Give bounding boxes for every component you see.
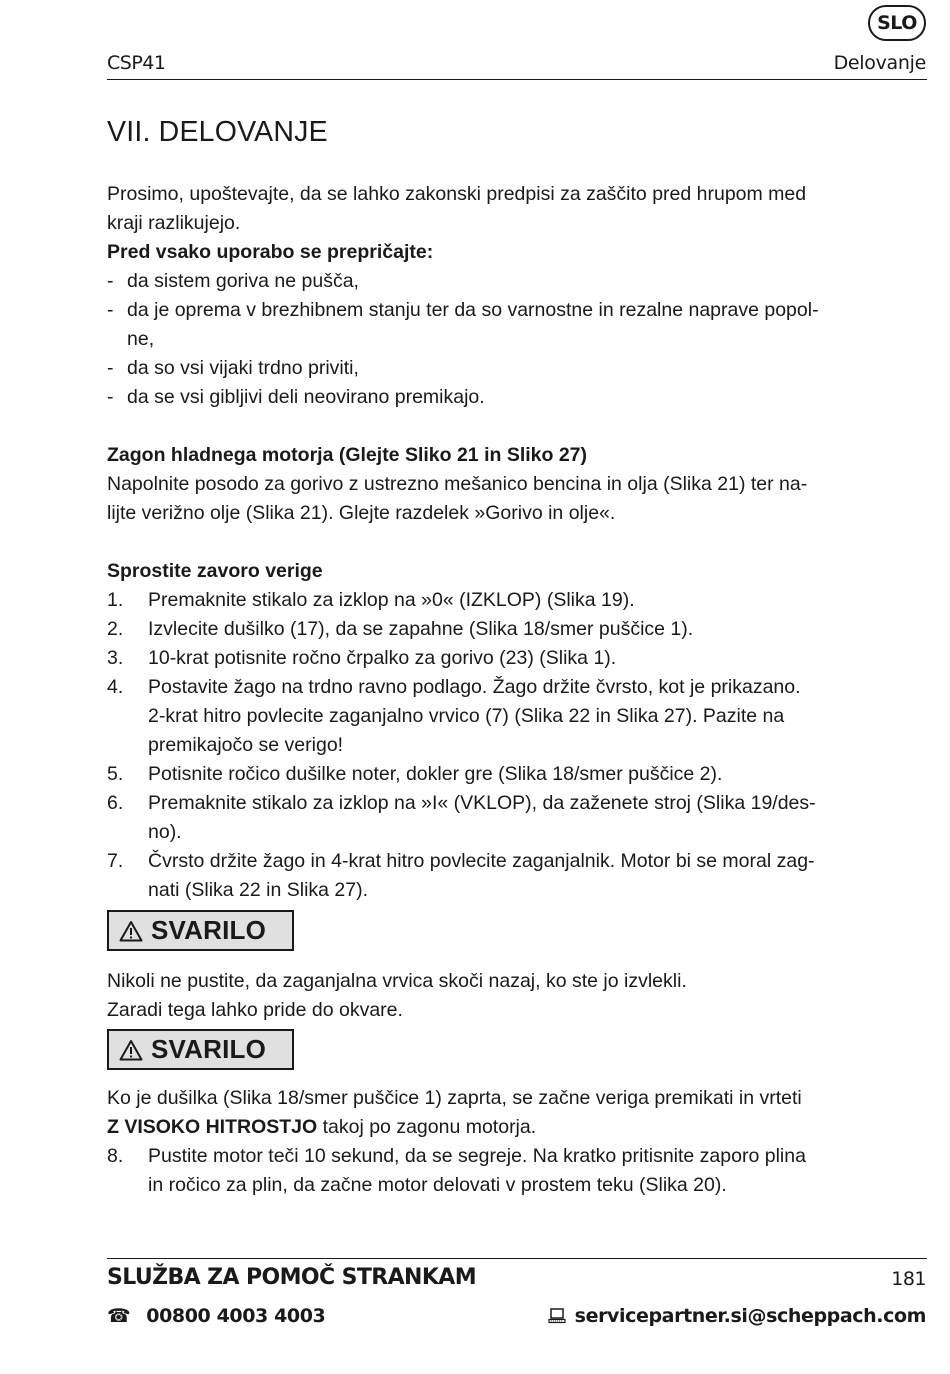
list-marker: - [107, 270, 114, 292]
list-marker: - [107, 386, 114, 408]
header-rule [107, 79, 927, 80]
step-number: 8. [107, 1145, 124, 1167]
list-item-text: Čvrsto držite žago in 4-krat hitro povlecite zaganjalnik. Motor bi se moral zag- [148, 850, 815, 872]
warning-text-line: Ko je dušilka (Slika 18/smer puščice 1) zaprta, se začne veriga premikati in vrteti [107, 1087, 802, 1109]
list-item-text: premikajočo se verigo! [148, 734, 344, 756]
email-address: servicepartner.si@scheppach.com [574, 1305, 926, 1327]
list-item-text: da je oprema v brezhibnem stanju ter da so varnostne in rezalne naprave popol- [127, 299, 819, 321]
page-title: VII. DELOVANJE [107, 116, 328, 148]
step-item [107, 673, 927, 760]
chain-brake-steps [107, 586, 927, 905]
warning-box [107, 910, 294, 951]
warning-text-rest: takoj po zagonu motorja. [317, 1116, 537, 1138]
main-content [107, 180, 927, 1200]
step-item [107, 586, 927, 615]
list-marker: 1. [107, 589, 124, 611]
list-item-text: Premaknite stikalo za izklop na »I« (VKLOP), da zaženete stroj (Slika 19/des- [148, 792, 816, 814]
intro-text-line: kraji razlikujejo. [107, 212, 241, 234]
checklist-item [107, 354, 927, 383]
intro-text-line: Prosimo, upoštevajte, da se lahko zakonski predpisi za zaščito pred hrupom med [107, 183, 807, 205]
telephone-icon: ☎ [107, 1305, 131, 1327]
computer-icon [548, 1308, 566, 1324]
list-item-text: da sistem goriva ne pušča, [127, 270, 359, 292]
checklist-item [107, 267, 927, 296]
list-item-text: da so vsi vijaki trdno priviti, [127, 357, 359, 379]
step-item [107, 789, 927, 847]
warning-triangle-icon [119, 920, 143, 942]
list-marker: 7. [107, 850, 124, 872]
service-phone [107, 1305, 325, 1327]
warning-text-line [107, 1113, 927, 1142]
section-name: Delovanje [833, 52, 926, 74]
warning-box [107, 1029, 294, 1070]
warning-text-line: Nikoli ne pustite, da zaganjalna vrvica skoči nazaj, ko ste jo izvlekli. [107, 970, 687, 992]
warning-text-line: Zaradi tega lahko pride do okvare. [107, 999, 403, 1021]
checklist-item [107, 383, 927, 412]
emphasis-text: Z VISOKO HITROSTJO [107, 1116, 318, 1138]
list-marker: 5. [107, 763, 124, 785]
checklist-heading: Pred vsako uporabo se prepričajte: [107, 241, 434, 263]
list-marker: - [107, 299, 114, 321]
list-item-text: 2-krat hitro povlecite zaganjalno vrvico (7) (Slika 22 in Slika 27). Pazite na [148, 705, 785, 727]
phone-number: 00800 4003 4003 [146, 1305, 326, 1327]
checklist-item [107, 296, 927, 354]
cold-start-text-line: lijte verižno olje (Slika 21). Glejte razdelek »Gorivo in olje«. [107, 502, 616, 524]
list-marker: 2. [107, 618, 124, 640]
list-item-text: 10-krat potisnite ročno črpalko za gorivo (23) (Slika 1). [148, 647, 617, 669]
list-item-text: da se vsi gibljivi deli neovirano premikajo. [127, 386, 485, 408]
list-item-text: Izvlecite dušilko (17), da se zapahne (Slika 18/smer puščice 1). [148, 618, 694, 640]
step-text-line: Pustite motor teči 10 sekund, da se segreje. Na kratko pritisnite zaporo plina [148, 1145, 806, 1167]
cold-start-heading: Zagon hladnega motorja (Glejte Sliko 21 in Sliko 27) [107, 444, 588, 466]
chain-brake-heading: Sprostite zavoro verige [107, 560, 323, 582]
list-marker: - [107, 357, 114, 379]
list-item-text: no). [148, 821, 182, 843]
list-marker: 4. [107, 676, 124, 698]
list-marker: 3. [107, 647, 124, 669]
step-item [107, 847, 927, 905]
customer-service-title: SLUŽBA ZA POMOČ STRANKAM [107, 1265, 477, 1290]
list-item-text: Potisnite ročico dušilke noter, dokler gre (Slika 18/smer puščice 2). [148, 763, 723, 785]
language-badge: SLO [868, 5, 926, 41]
page-number: 181 [891, 1268, 926, 1290]
step-item [107, 615, 927, 644]
cold-start-text-line: Napolnite posodo za gorivo z ustrezno mešanico bencina in olja (Slika 21) ter na- [107, 473, 808, 495]
warning-triangle-icon [119, 1039, 143, 1061]
list-item-text: nati (Slika 22 in Slika 27). [148, 879, 369, 901]
step-item [107, 760, 927, 789]
service-email [548, 1305, 926, 1327]
list-item-text: Premaknite stikalo za izklop na »0« (IZKLOP) (Slika 19). [148, 589, 635, 611]
step-text-line: in ročico za plin, da začne motor delovati v prostem teku (Slika 20). [148, 1174, 727, 1196]
list-item-text: ne, [127, 328, 155, 350]
footer-rule [107, 1258, 927, 1259]
warning-label: SVARILO [151, 915, 267, 945]
list-item-text: Postavite žago na trdno ravno podlago. Žago držite čvrsto, kot je prikazano. [148, 676, 801, 698]
step-item [107, 644, 927, 673]
step-item [107, 1142, 927, 1200]
product-model: CSP41 [107, 52, 166, 74]
list-marker: 6. [107, 792, 124, 814]
pre-use-checklist [107, 267, 927, 412]
warning-label: SVARILO [151, 1034, 267, 1064]
